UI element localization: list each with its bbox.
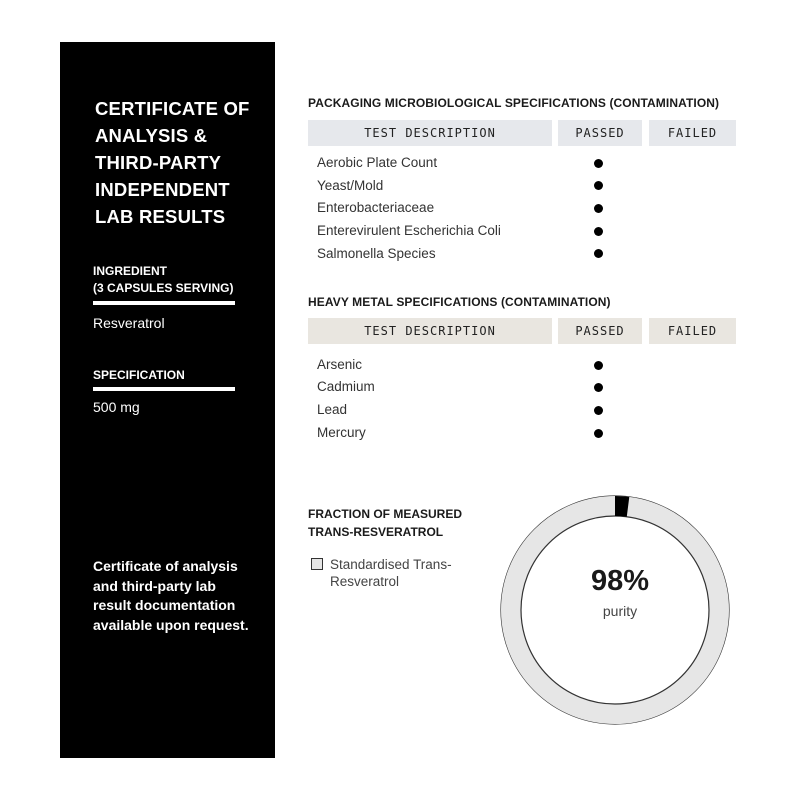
specification-label: SPECIFICATION	[93, 368, 185, 382]
purity-caption: purity	[602, 603, 638, 619]
microbio-header-passed: PASSED	[558, 120, 642, 146]
passed-dot	[594, 406, 603, 415]
certificate-title: CERTIFICATE OF ANALYSIS & THIRD-PARTY INDEPENDENT LAB RESULTS	[95, 98, 250, 227]
table-row-label: Aerobic Plate Count	[317, 155, 438, 170]
metals-section-title: HEAVY METAL SPECIFICATIONS (CONTAMINATION)	[308, 295, 611, 309]
table-row-label: Mercury	[317, 425, 366, 440]
passed-dot	[594, 383, 603, 392]
legend-label: Standardised Trans-Resveratrol	[330, 557, 452, 589]
microbio-header-description: TEST DESCRIPTION	[308, 120, 552, 146]
table-row-label: Salmonella Species	[317, 246, 436, 261]
fraction-title-line1: FRACTION OF MEASURED	[308, 507, 462, 521]
legend-swatch	[311, 558, 323, 570]
availability-note: Certificate of analysis and third-party lab result documentation available upon request.	[93, 558, 249, 633]
ingredient-divider	[93, 301, 235, 305]
table-row-label: Lead	[317, 402, 348, 417]
table-row-label: Enterevirulent Escherichia Coli	[317, 223, 501, 238]
table-row-label: Arsenic	[317, 357, 363, 372]
table-row-label: Yeast/Mold	[317, 178, 384, 193]
table-row-label: Cadmium	[317, 379, 375, 394]
ingredient-value: Resveratrol	[93, 315, 165, 331]
ingredient-label: INGREDIENT (3 CAPSULES SERVING)	[93, 264, 234, 295]
passed-dot	[594, 181, 603, 190]
fraction-title	[308, 505, 462, 541]
passed-dot	[594, 429, 603, 438]
info-panel	[60, 42, 275, 758]
metals-header-description: TEST DESCRIPTION	[308, 318, 552, 344]
specification-divider	[93, 387, 235, 391]
fraction-title-line2: TRANS-RESVERATROL	[308, 525, 444, 539]
passed-dot	[594, 227, 603, 236]
passed-dot	[594, 159, 603, 168]
table-row-label: Enterobacteriaceae	[317, 200, 435, 215]
microbio-section-title: PACKAGING MICROBIOLOGICAL SPECIFICATIONS (CONTAMINATION)	[308, 96, 720, 110]
metals-header-failed: FAILED	[649, 318, 736, 344]
passed-dot	[594, 204, 603, 213]
passed-dot	[594, 361, 603, 370]
microbio-header-failed: FAILED	[649, 120, 736, 146]
metals-header-passed: PASSED	[558, 318, 642, 344]
impurity-segment	[615, 496, 629, 517]
passed-dot	[594, 249, 603, 258]
specification-value: 500 mg	[93, 399, 140, 415]
purity-percent: 98%	[590, 565, 650, 597]
